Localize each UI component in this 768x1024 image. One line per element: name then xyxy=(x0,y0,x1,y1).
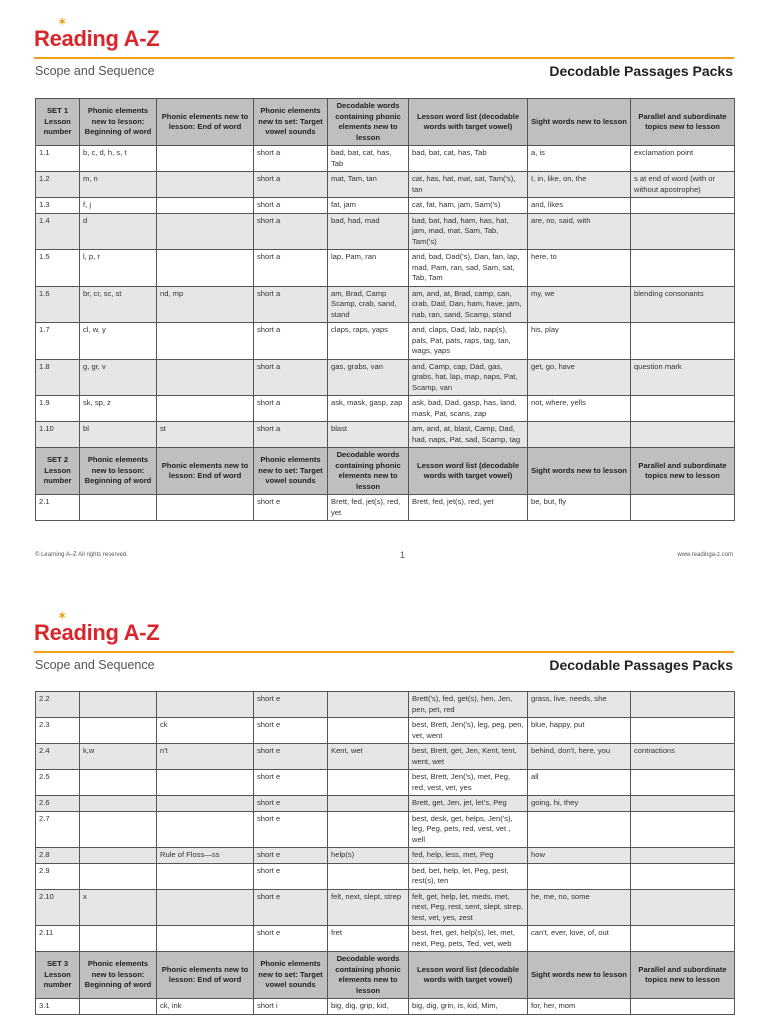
table-cell xyxy=(157,692,254,718)
table-cell: 1.9 xyxy=(36,396,80,422)
table-cell: big, dig, grin, is, kid, Mim, xyxy=(409,999,528,1015)
table-cell xyxy=(328,796,409,812)
table-row xyxy=(36,359,735,396)
header-row xyxy=(36,448,735,495)
table-cell: 2.4 xyxy=(36,744,80,770)
table-cell: bad, bat, had, ham, has, hat, jam, mad, mat, Sam, Tab, Tam('s) xyxy=(409,213,528,250)
header-row xyxy=(36,952,735,999)
table-cell: short e xyxy=(254,718,328,744)
table-cell: 2.8 xyxy=(36,848,80,864)
table-cell: s at end of word (with or without apostrophe) xyxy=(631,172,735,198)
table-cell: k,w xyxy=(80,744,157,770)
table-cell: mat, Tam, tan xyxy=(328,172,409,198)
table-row xyxy=(36,926,735,952)
table-cell: short e xyxy=(254,692,328,718)
table-cell: nd, mp xyxy=(157,286,254,323)
table-cell: short a xyxy=(254,213,328,250)
col-header: Lesson word list (decodable words with target vowel) xyxy=(409,99,528,146)
col-header: Parallel and subordinate topics new to lesson xyxy=(631,448,735,495)
col-header: Sight words new to lesson xyxy=(528,99,631,146)
table-cell: he, me, no, some xyxy=(528,889,631,926)
table-cell: behind, don't, here, you xyxy=(528,744,631,770)
table-cell: help(s) xyxy=(328,848,409,864)
table-cell: Brett, fed, jet(s), red, yet xyxy=(328,495,409,521)
table-cell: short a xyxy=(254,198,328,214)
col-header: Phonic elements new to set: Target vowel sounds xyxy=(254,99,328,146)
table-cell xyxy=(631,323,735,360)
table-cell xyxy=(80,926,157,952)
table-cell: question mark xyxy=(631,359,735,396)
table-cell: Brett, get, Jen, jet, let's, Peg xyxy=(409,796,528,812)
table-row xyxy=(36,323,735,360)
col-header: Decodable words containing phonic elements new to lesson xyxy=(328,448,409,495)
table-cell xyxy=(631,796,735,812)
table-row xyxy=(36,770,735,796)
table-cell: bad, had, mad xyxy=(328,213,409,250)
col-header: Decodable words containing phonic elements new to lesson xyxy=(328,99,409,146)
header-rule xyxy=(34,651,734,653)
col-header: Sight words new to lesson xyxy=(528,952,631,999)
table-cell: be, but, fly xyxy=(528,495,631,521)
table-cell: going, hi, they xyxy=(528,796,631,812)
table-cell xyxy=(80,848,157,864)
table-cell: best, Brett, Jen('s), leg, peg, pen, vet, went xyxy=(409,718,528,744)
table-row xyxy=(36,999,735,1015)
table-cell: and, Camp, cap, Dad, gas, grabs, hat, lap, map, naps, Pat, Scamp, van xyxy=(409,359,528,396)
table-cell: 1.8 xyxy=(36,359,80,396)
table-cell: blending consonants xyxy=(631,286,735,323)
table-row xyxy=(36,718,735,744)
table-cell: st xyxy=(157,422,254,448)
table-cell xyxy=(631,889,735,926)
table-cell: a, is xyxy=(528,146,631,172)
table-cell xyxy=(328,770,409,796)
table-row xyxy=(36,172,735,198)
table-cell: blue, happy, put xyxy=(528,718,631,744)
table-cell: f, j xyxy=(80,198,157,214)
header-row xyxy=(36,99,735,146)
table-cell: best, desk, get, helps, Jen('s), leg, Peg, pets, red, vest, vet , well xyxy=(409,811,528,848)
table-cell: get, go, have xyxy=(528,359,631,396)
table-cell: can't, ever, love, of, out xyxy=(528,926,631,952)
col-header: Phonic elements new to lesson: Beginning of word xyxy=(80,952,157,999)
table-cell xyxy=(157,323,254,360)
table-cell: b, c, d, h, s, t xyxy=(80,146,157,172)
table-cell: 1.7 xyxy=(36,323,80,360)
table-cell: short a xyxy=(254,396,328,422)
table-cell: 2.2 xyxy=(36,692,80,718)
table-row xyxy=(36,692,735,718)
table-cell: 2.9 xyxy=(36,863,80,889)
table-cell: short e xyxy=(254,770,328,796)
table-cell: 1.6 xyxy=(36,286,80,323)
table-cell xyxy=(528,811,631,848)
table-cell: short e xyxy=(254,796,328,812)
table-cell xyxy=(157,770,254,796)
table-cell: 2.3 xyxy=(36,718,80,744)
table-row xyxy=(36,286,735,323)
table-cell: 2.6 xyxy=(36,796,80,812)
pack-title: Decodable Passages Packs xyxy=(549,657,733,673)
logo-text: Reading A-Z xyxy=(34,620,160,645)
table-cell xyxy=(157,250,254,287)
page-footer xyxy=(35,552,733,558)
table-cell: short a xyxy=(254,323,328,360)
table-cell: 3.1 xyxy=(36,999,80,1015)
table-cell xyxy=(157,796,254,812)
table-cell: 1.3 xyxy=(36,198,80,214)
col-header: Phonic elements new to lesson: Beginning of word xyxy=(80,448,157,495)
table-cell: gas, grabs, van xyxy=(328,359,409,396)
table-cell: short i xyxy=(254,999,328,1015)
table-cell: short a xyxy=(254,172,328,198)
table-cell: x xyxy=(80,889,157,926)
table-cell: 1.4 xyxy=(36,213,80,250)
table-cell: best, Brett, Jen('s), met, Peg, red, vest, vet, yes xyxy=(409,770,528,796)
logo xyxy=(34,611,160,646)
table-cell: and, bad, Dad('s), Dan, fan, lap, mad, Pam, ran, sad, Sam, sat, Tab, Tam xyxy=(409,250,528,287)
table-cell: Brett, fed, jet(s), red, yet xyxy=(409,495,528,521)
subtitle: Scope and Sequence xyxy=(35,64,155,78)
table-cell xyxy=(157,863,254,889)
table-cell: cat, has, hat, mat, sat, Tam('s), tan xyxy=(409,172,528,198)
table-cell: 1.5 xyxy=(36,250,80,287)
table-cell: blast xyxy=(328,422,409,448)
sunburst-icon: ✶ xyxy=(58,17,67,28)
sunburst-icon: ✶ xyxy=(58,611,67,622)
table-cell: his, play xyxy=(528,323,631,360)
scope-table xyxy=(35,98,735,521)
table-cell xyxy=(80,811,157,848)
table-cell: short a xyxy=(254,146,328,172)
table-cell xyxy=(80,495,157,521)
table-cell: 2.1 xyxy=(36,495,80,521)
table-cell: bad, bat, cat, has, Tab xyxy=(409,146,528,172)
table-cell: m, n xyxy=(80,172,157,198)
table-cell xyxy=(631,250,735,287)
col-header: Phonic elements new to lesson: Beginning of word xyxy=(80,99,157,146)
table-cell: 2.5 xyxy=(36,770,80,796)
table-cell: grass, live, needs, she xyxy=(528,692,631,718)
table-cell: br, cr, sc, st xyxy=(80,286,157,323)
table-cell: best, fret, get, help(s), let, met, next, Peg, pets, Ted, vet, web xyxy=(409,926,528,952)
table-row xyxy=(36,250,735,287)
table-cell xyxy=(157,889,254,926)
table-cell xyxy=(328,692,409,718)
table-cell: how xyxy=(528,848,631,864)
footer-url: www.readinga-z.com xyxy=(677,552,733,558)
table-cell xyxy=(528,863,631,889)
col-header: Decodable words containing phonic elements new to lesson xyxy=(328,952,409,999)
table-cell xyxy=(80,692,157,718)
table-cell xyxy=(80,718,157,744)
col-header: SET 2 Lesson number xyxy=(36,448,80,495)
table-cell: ask, bad, Dad, gasp, has, land, mask, Pat, scans, zap xyxy=(409,396,528,422)
table-cell: Rule of Floss—ss xyxy=(157,848,254,864)
table-cell: ask, mask, gasp, zap xyxy=(328,396,409,422)
table-cell: short e xyxy=(254,811,328,848)
col-header: Phonic elements new to lesson: End of word xyxy=(157,448,254,495)
table-cell: short e xyxy=(254,889,328,926)
table-cell: 2.10 xyxy=(36,889,80,926)
table-cell: g, gr, v xyxy=(80,359,157,396)
table-row xyxy=(36,796,735,812)
col-header: SET 3 Lesson number xyxy=(36,952,80,999)
table-cell: claps, raps, yaps xyxy=(328,323,409,360)
table-cell xyxy=(80,999,157,1015)
table-cell xyxy=(631,863,735,889)
table-cell xyxy=(631,495,735,521)
col-header: Phonic elements new to lesson: End of word xyxy=(157,99,254,146)
subtitle: Scope and Sequence xyxy=(35,658,155,672)
copyright: © Learning A–Z All rights reserved. xyxy=(35,552,128,558)
table-cell xyxy=(528,422,631,448)
table-cell: all xyxy=(528,770,631,796)
table-cell: bed, bet, help, let, Peg, pest, rest(s), ten xyxy=(409,863,528,889)
table-cell: bad, bat, cat, has, Tab xyxy=(328,146,409,172)
table-cell: am, and, at, Brad, camp, can, crab, Dad, Dan, ham, have, jam, nab, ran, sand, Scamp, stand xyxy=(409,286,528,323)
table-row xyxy=(36,811,735,848)
table-cell: short a xyxy=(254,250,328,287)
table-cell: am, and, at, blast, Camp, Dad, had, naps, Pat, sad, Scamp, tag xyxy=(409,422,528,448)
col-header: Lesson word list (decodable words with target vowel) xyxy=(409,952,528,999)
table-cell: I, in, like, on, the xyxy=(528,172,631,198)
col-header: Parallel and subordinate topics new to lesson xyxy=(631,99,735,146)
scope-table xyxy=(35,691,735,1015)
table-cell xyxy=(631,213,735,250)
table-cell: ck xyxy=(157,718,254,744)
table-cell: cl, w, y xyxy=(80,323,157,360)
table-cell xyxy=(328,863,409,889)
table-cell: and, likes xyxy=(528,198,631,214)
table-cell xyxy=(157,359,254,396)
logo xyxy=(34,17,160,52)
table-row xyxy=(36,744,735,770)
table-cell: 1.10 xyxy=(36,422,80,448)
table-cell xyxy=(80,863,157,889)
col-header: SET 1 Lesson number xyxy=(36,99,80,146)
table-row xyxy=(36,863,735,889)
table-row xyxy=(36,213,735,250)
page-2 xyxy=(0,594,768,1024)
table-cell: short e xyxy=(254,863,328,889)
table-cell: sk, sp, z xyxy=(80,396,157,422)
table-cell: contractions xyxy=(631,744,735,770)
table-cell: fat, jam xyxy=(328,198,409,214)
table-cell: fed, help, less, met, Peg xyxy=(409,848,528,864)
page-header xyxy=(0,0,768,92)
table-cell xyxy=(631,848,735,864)
table-cell xyxy=(157,396,254,422)
table-cell xyxy=(157,146,254,172)
table-cell: ck, ink xyxy=(157,999,254,1015)
table-cell: short e xyxy=(254,926,328,952)
table-row xyxy=(36,848,735,864)
table-cell xyxy=(631,422,735,448)
table-cell: and, claps, Dad, lab, nap(s), pals, Pat, pats, raps, tag, tan, wags, yaps xyxy=(409,323,528,360)
table-cell xyxy=(157,926,254,952)
col-header: Phonic elements new to set: Target vowel sounds xyxy=(254,448,328,495)
table-cell: short a xyxy=(254,422,328,448)
table-cell: am, Brad, Camp Scamp, crab, sand, stand xyxy=(328,286,409,323)
table-cell xyxy=(157,213,254,250)
table-cell: my, we xyxy=(528,286,631,323)
table-cell: best, Brett, get, Jen, Kent, tent, went, wet xyxy=(409,744,528,770)
table-cell: Kent, wet xyxy=(328,744,409,770)
table-cell: bl xyxy=(80,422,157,448)
table-cell: short e xyxy=(254,848,328,864)
table-cell xyxy=(157,198,254,214)
pack-title: Decodable Passages Packs xyxy=(549,63,733,79)
table-row xyxy=(36,198,735,214)
table-row xyxy=(36,396,735,422)
table-row xyxy=(36,889,735,926)
table-cell: l, p, r xyxy=(80,250,157,287)
table-cell xyxy=(631,718,735,744)
table-cell: for, her, mom xyxy=(528,999,631,1015)
table-cell xyxy=(328,811,409,848)
table-cell: n't xyxy=(157,744,254,770)
table-cell: 2.11 xyxy=(36,926,80,952)
table-cell: short a xyxy=(254,359,328,396)
table-cell: 1.2 xyxy=(36,172,80,198)
table-cell: exclamation point xyxy=(631,146,735,172)
table-cell xyxy=(328,718,409,744)
table-cell: are, no, said, with xyxy=(528,213,631,250)
table-cell: fret xyxy=(328,926,409,952)
col-header: Parallel and subordinate topics new to lesson xyxy=(631,952,735,999)
table-cell: Brett('s), fed, get(s), hen, Jen, pen, pet, red xyxy=(409,692,528,718)
table-cell xyxy=(631,999,735,1015)
table-row xyxy=(36,495,735,521)
table-cell: d xyxy=(80,213,157,250)
table-cell xyxy=(631,198,735,214)
table-cell: lap, Pam, ran xyxy=(328,250,409,287)
table-cell xyxy=(157,495,254,521)
table-cell: short a xyxy=(254,286,328,323)
table-cell xyxy=(157,172,254,198)
table-cell: short e xyxy=(254,744,328,770)
table-cell xyxy=(80,770,157,796)
table-cell: not, where, yells xyxy=(528,396,631,422)
table-cell: felt, get, help, let, meds, met, next, Peg, rest, sent, slept, strep, test, vet, yes, zest xyxy=(409,889,528,926)
table-cell: short e xyxy=(254,495,328,521)
table-cell: here, to xyxy=(528,250,631,287)
table-cell xyxy=(631,396,735,422)
table-cell: 1.1 xyxy=(36,146,80,172)
table-row xyxy=(36,146,735,172)
header-rule xyxy=(34,57,734,59)
page-header xyxy=(0,594,768,686)
col-header: Lesson word list (decodable words with target vowel) xyxy=(409,448,528,495)
table-cell xyxy=(157,811,254,848)
table-cell: big, dig, grip, kid, xyxy=(328,999,409,1015)
table-cell: cat, fat, ham, jam, Sam('s) xyxy=(409,198,528,214)
table-cell xyxy=(631,811,735,848)
table-cell: 2.7 xyxy=(36,811,80,848)
table-row xyxy=(36,422,735,448)
col-header: Phonic elements new to set: Target vowel sounds xyxy=(254,952,328,999)
table-cell xyxy=(631,692,735,718)
col-header: Phonic elements new to lesson: End of word xyxy=(157,952,254,999)
table-cell xyxy=(80,796,157,812)
table-cell xyxy=(631,926,735,952)
page-number: 1 xyxy=(400,550,406,560)
col-header: Sight words new to lesson xyxy=(528,448,631,495)
table-cell xyxy=(631,770,735,796)
logo-text: Reading A-Z xyxy=(34,26,160,51)
table-cell: felt, next, slept, strep xyxy=(328,889,409,926)
